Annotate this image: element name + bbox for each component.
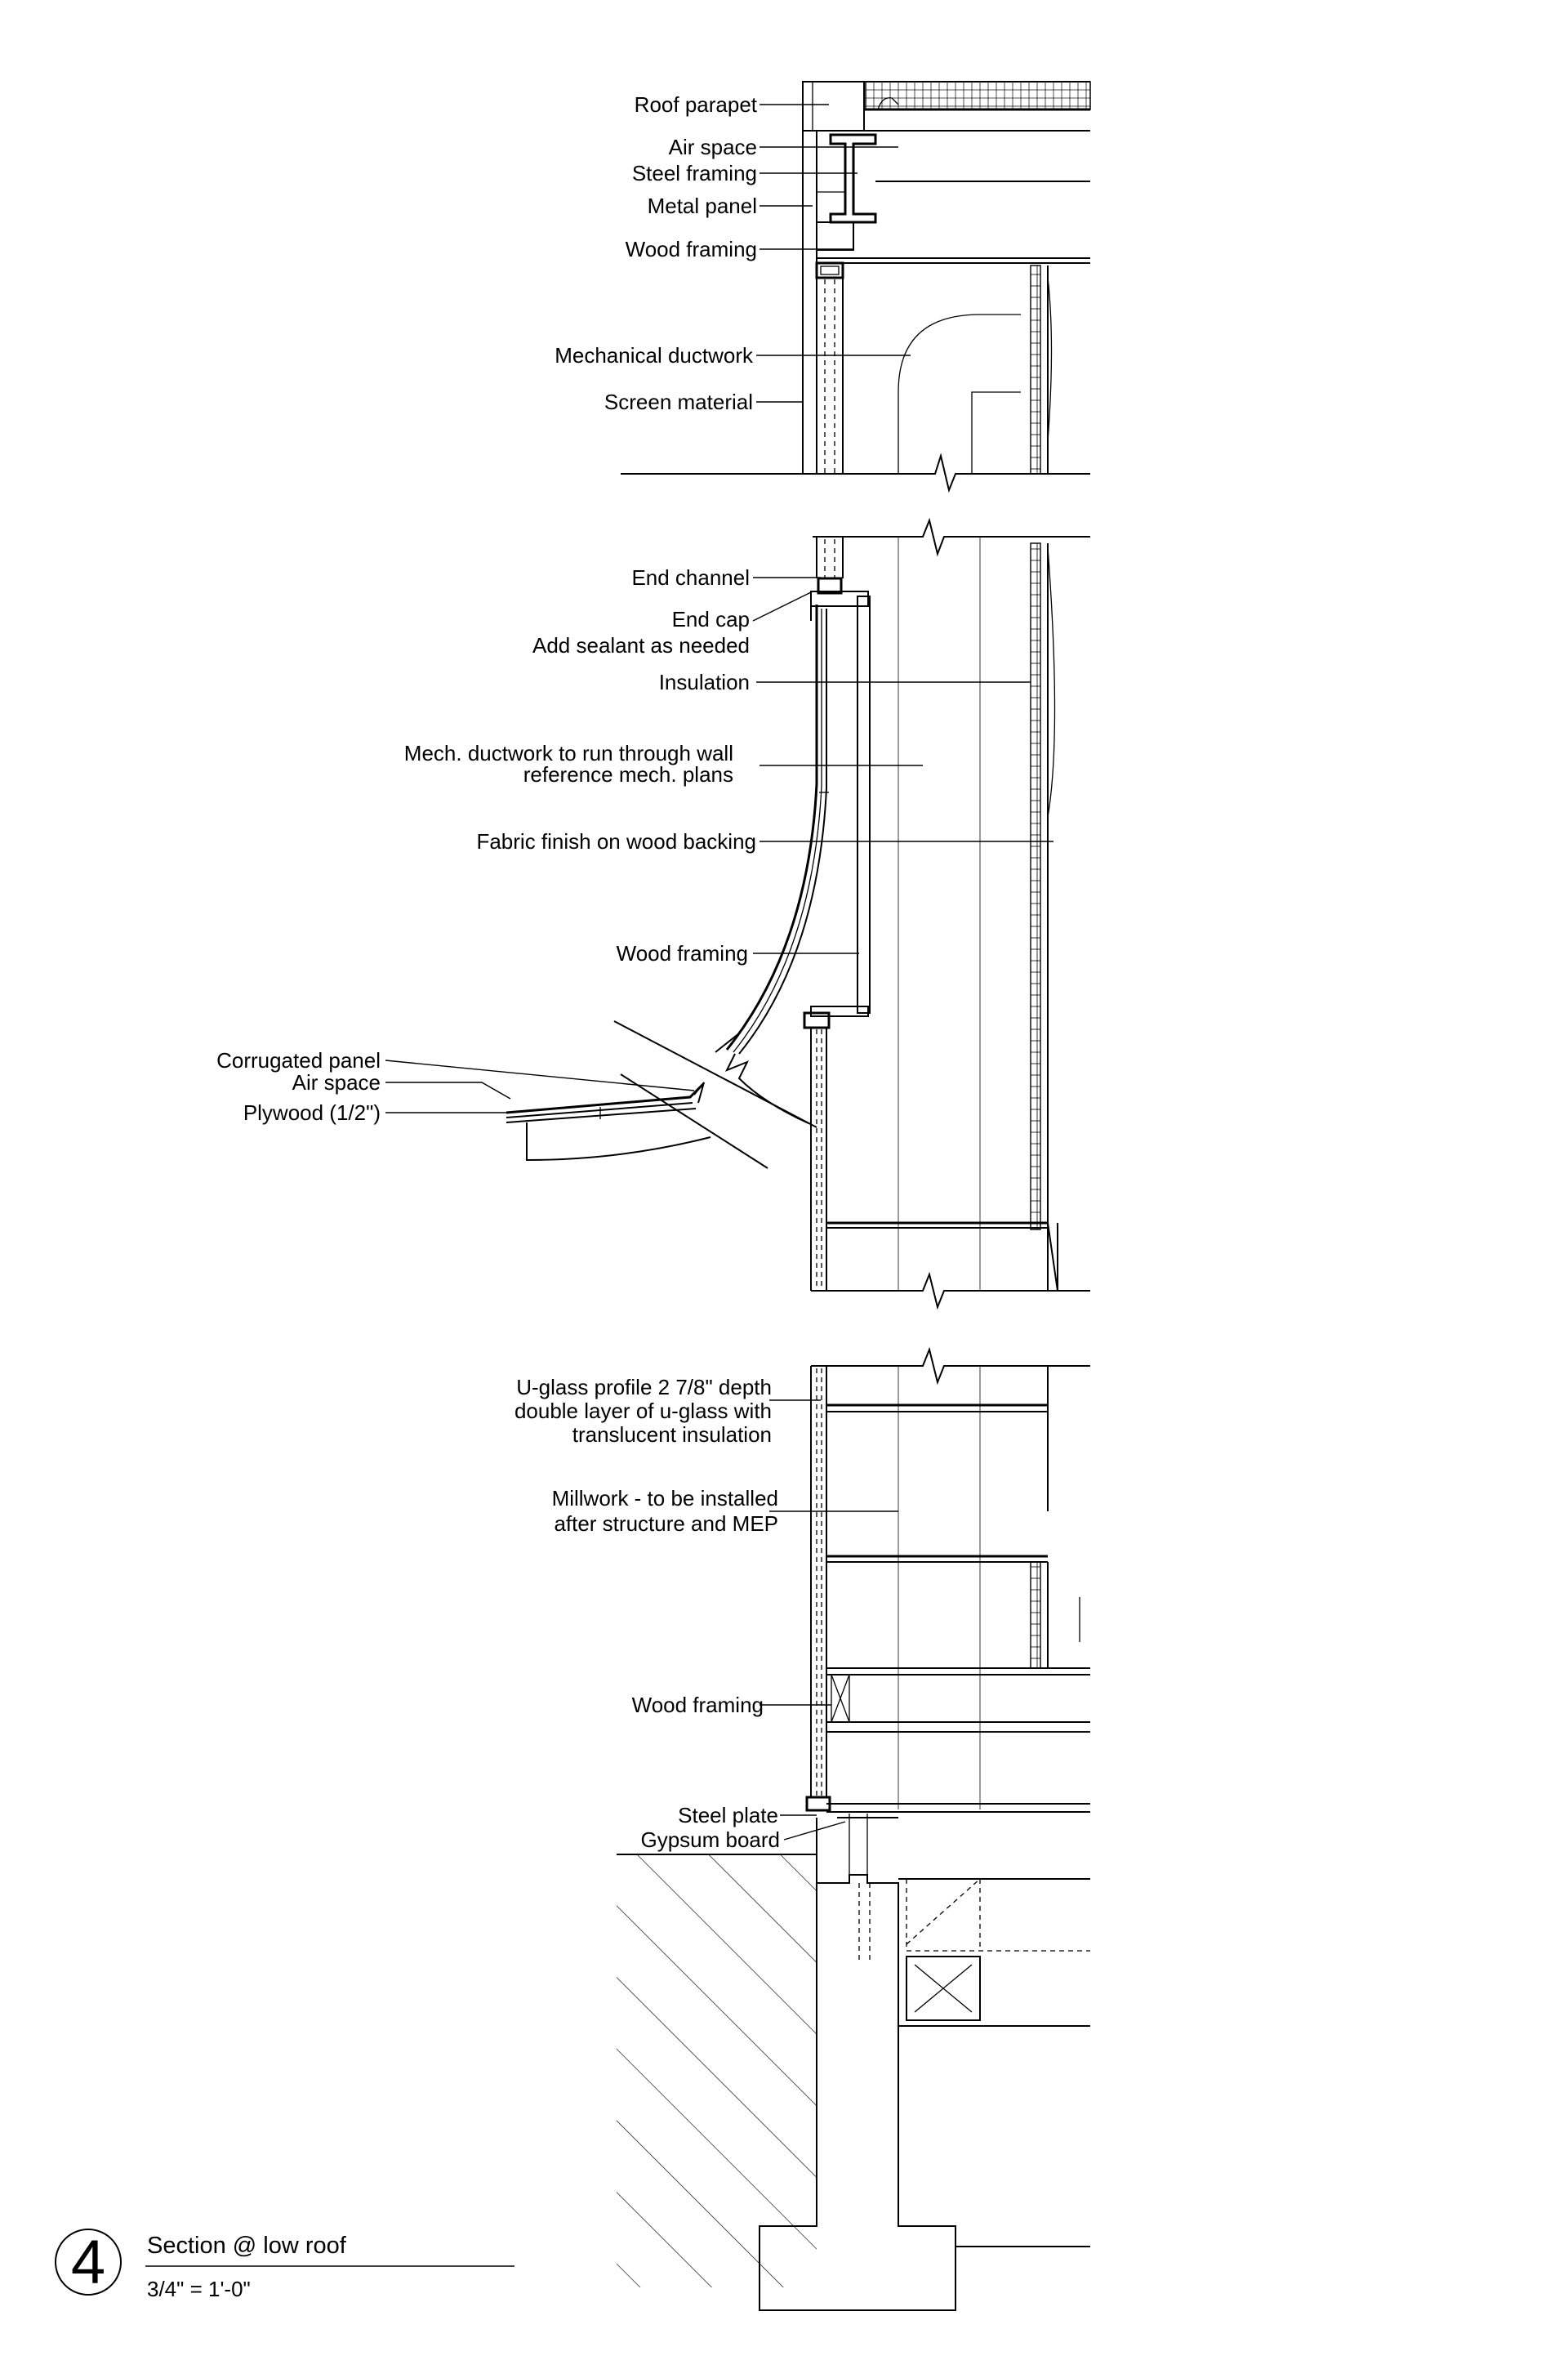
soil-hatch [617, 1854, 817, 2287]
label-wood-framing-low: Wood framing [631, 1693, 764, 1717]
label-mech-duct-run: Mech. ductwork to run through wall [403, 741, 733, 765]
label-screen-material: Screen material [604, 390, 753, 414]
break-line-1 [621, 456, 1090, 490]
label-uglass-double: double layer of u-glass with [514, 1399, 772, 1423]
label-wood-framing: Wood framing [625, 237, 757, 261]
label-uglass-profile: U-glass profile 2 7/8" depth [516, 1375, 772, 1399]
section-title: Section @ low roof [147, 2233, 346, 2259]
steel-plate [807, 1797, 830, 1810]
section-scale: 3/4" = 1'-0" [147, 2277, 251, 2301]
label-air-space-mid: Air space [292, 1070, 381, 1095]
label-insulation: Insulation [658, 670, 750, 694]
mechanical-ductwork [898, 315, 1021, 474]
label-wood-framing-mid: Wood framing [616, 941, 748, 966]
label-steel-plate: Steel plate [678, 1803, 778, 1827]
label-gypsum-board: Gypsum board [640, 1827, 780, 1852]
label-mech-plans: reference mech. plans [523, 762, 733, 787]
roof-insulation [866, 82, 1090, 109]
screen-material [1031, 265, 1040, 474]
label-mechanical-ductwork: Mechanical ductwork [555, 343, 753, 368]
title-block [56, 2228, 514, 2301]
label-end-channel: End channel [631, 565, 750, 590]
steel-i-beam [831, 135, 875, 222]
label-corrugated-panel: Corrugated panel [216, 1048, 381, 1073]
label-end-cap: End cap [671, 607, 750, 631]
label-plywood: Plywood (1/2") [243, 1100, 381, 1125]
label-add-sealant: Add sealant as needed [532, 633, 750, 658]
label-steel-framing: Steel framing [631, 161, 757, 185]
insulation [1031, 543, 1040, 1229]
detail-number: 4 [70, 2228, 106, 2297]
label-millwork: Millwork - to be installed [551, 1486, 778, 1510]
callout-labels [216, 92, 780, 1852]
label-roof-parapet: Roof parapet [634, 92, 757, 117]
label-fabric-finish: Fabric finish on wood backing [476, 829, 756, 854]
roof-parapet-block [803, 82, 864, 131]
label-uglass-insulation: translucent insulation [572, 1422, 772, 1447]
label-metal-panel: Metal panel [647, 194, 757, 218]
label-air-space: Air space [668, 135, 757, 159]
label-millwork-after: after structure and MEP [554, 1511, 778, 1536]
